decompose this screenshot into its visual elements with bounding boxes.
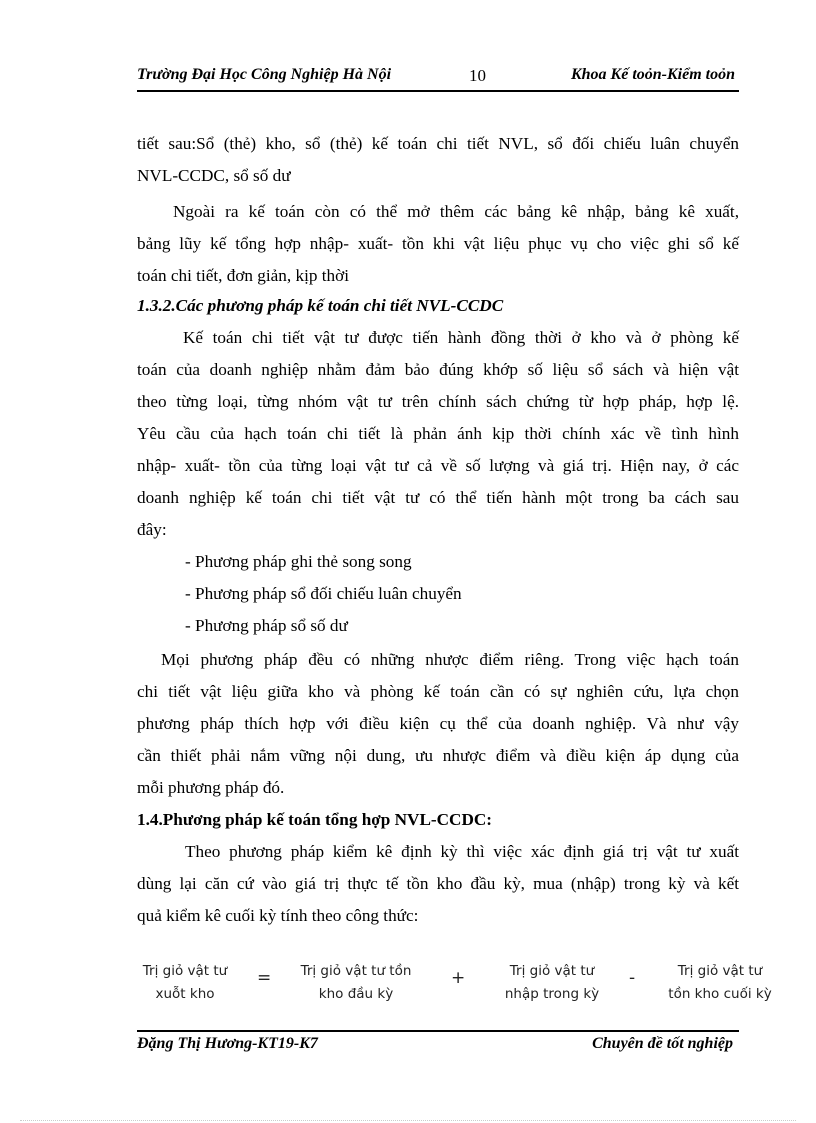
paragraph-line: chi tiết vật liệu giữa kho và phòng kế toán cần có sự nghiên cứu, lựa chọn — [137, 682, 739, 701]
paragraph-line: nhập- xuất- tồn của từng loại vật tư cả về số lượng và giá trị. Hiện nay, ở các — [137, 456, 739, 475]
paragraph-line: theo từng loại, từng nhóm vật tư trên chính sách chứng từ hợp pháp, hợp lệ. — [137, 392, 739, 411]
list-item: - Phương pháp sổ đối chiếu luân chuyển — [185, 584, 462, 603]
paragraph-line: Mọi phương pháp đều có những nhược điểm riêng. Trong việc hạch toán — [161, 650, 739, 669]
list-item: - Phương pháp sổ số dư — [185, 616, 348, 635]
list-item: - Phương pháp ghi thẻ song song — [185, 552, 412, 571]
formula-term-purchased-value: Trị giỏ vật tư nhập trong kỳ — [504, 963, 600, 1002]
paragraph-line: Yêu cầu của hạch toán chi tiết là phản ánh kịp thời chính xác về tình hình — [137, 424, 739, 443]
page-edge-divider — [20, 1120, 796, 1121]
header-school: Trường Đại Học Công Nghiệp Hà Nội — [137, 66, 392, 83]
paragraph-line: dùng lại căn cứ vào giá trị thực tế tồn kho đầu kỳ, mua (nhập) trong kỳ và kết — [137, 874, 739, 893]
section-heading-1-4: 1.4.Phương pháp kế toán tổng hợp NVL-CCDC: — [137, 810, 493, 829]
footer-author: Đặng Thị Hương-KT19-K7 — [137, 1035, 318, 1052]
page-header — [137, 64, 739, 92]
paragraph-line: Theo phương pháp kiểm kê định kỳ thì việc xác định giá trị vật tư xuất — [185, 842, 739, 861]
paragraph-line: đây: — [137, 520, 167, 539]
footer-title: Chuyên đề tốt nghiệp — [592, 1035, 733, 1052]
paragraph-line: cần thiết phải nắm vững nội dung, ưu nhược điểm và điều kiện áp dụng của — [137, 746, 739, 765]
paragraph-line: NVL-CCDC, sổ số dư — [137, 166, 291, 185]
page-footer — [137, 1030, 739, 1058]
paragraph-line: Kế toán chi tiết vật tư được tiến hành đồng thời ở kho và ở phòng kế — [183, 328, 739, 347]
formula-plus: + — [451, 968, 466, 988]
formula-term-closing-value: Trị giỏ vật tư tồn kho cuối kỳ — [668, 963, 772, 1002]
formula-term-issued-value: Trị giỏ vật tư xuỗt kho — [142, 963, 228, 1002]
paragraph-line: tiết sau:Sổ (thẻ) kho, sổ (thẻ) kế toán chi tiết NVL, sổ đối chiếu luân chuyển — [137, 134, 739, 153]
paragraph-line: toán chi tiết, đơn giản, kịp thời — [137, 266, 349, 285]
formula-term-opening-value: Trị giỏ vật tư tồn kho đầu kỳ — [300, 963, 412, 1002]
paragraph-line: toán của doanh nghiệp nhằm đảm bảo đúng khớp số liệu sổ sách và hiện vật — [137, 360, 739, 379]
valuation-formula — [137, 960, 787, 1010]
formula-minus: - — [629, 968, 636, 988]
paragraph-line: phương pháp thích hợp với điều kiện cụ thể của doanh nghiệp. Và như vậy — [137, 714, 739, 733]
section-heading-1-3-2: 1.3.2.Các phương pháp kế toán chi tiết NVL-CCDC — [137, 296, 504, 315]
paragraph-line: Ngoài ra kế toán còn có thể mở thêm các bảng kê nhập, bảng kê xuất, — [173, 202, 739, 221]
paragraph-line: mỗi phương pháp đó. — [137, 778, 285, 797]
formula-equals: = — [257, 968, 272, 988]
page-number: 10 — [469, 66, 486, 85]
paragraph-line: bảng lũy kế tổng hợp nhập- xuất- tồn khi vật liệu phục vụ cho việc ghi sổ kế — [137, 234, 739, 253]
header-department: Khoa Kế toỏn-Kiểm toỏn — [570, 66, 735, 83]
paragraph-line: doanh nghiệp kế toán chi tiết vật tư có thể tiến hành một trong ba cách sau — [137, 488, 739, 507]
paragraph-line: quả kiểm kê cuối kỳ tính theo công thức: — [137, 906, 419, 925]
